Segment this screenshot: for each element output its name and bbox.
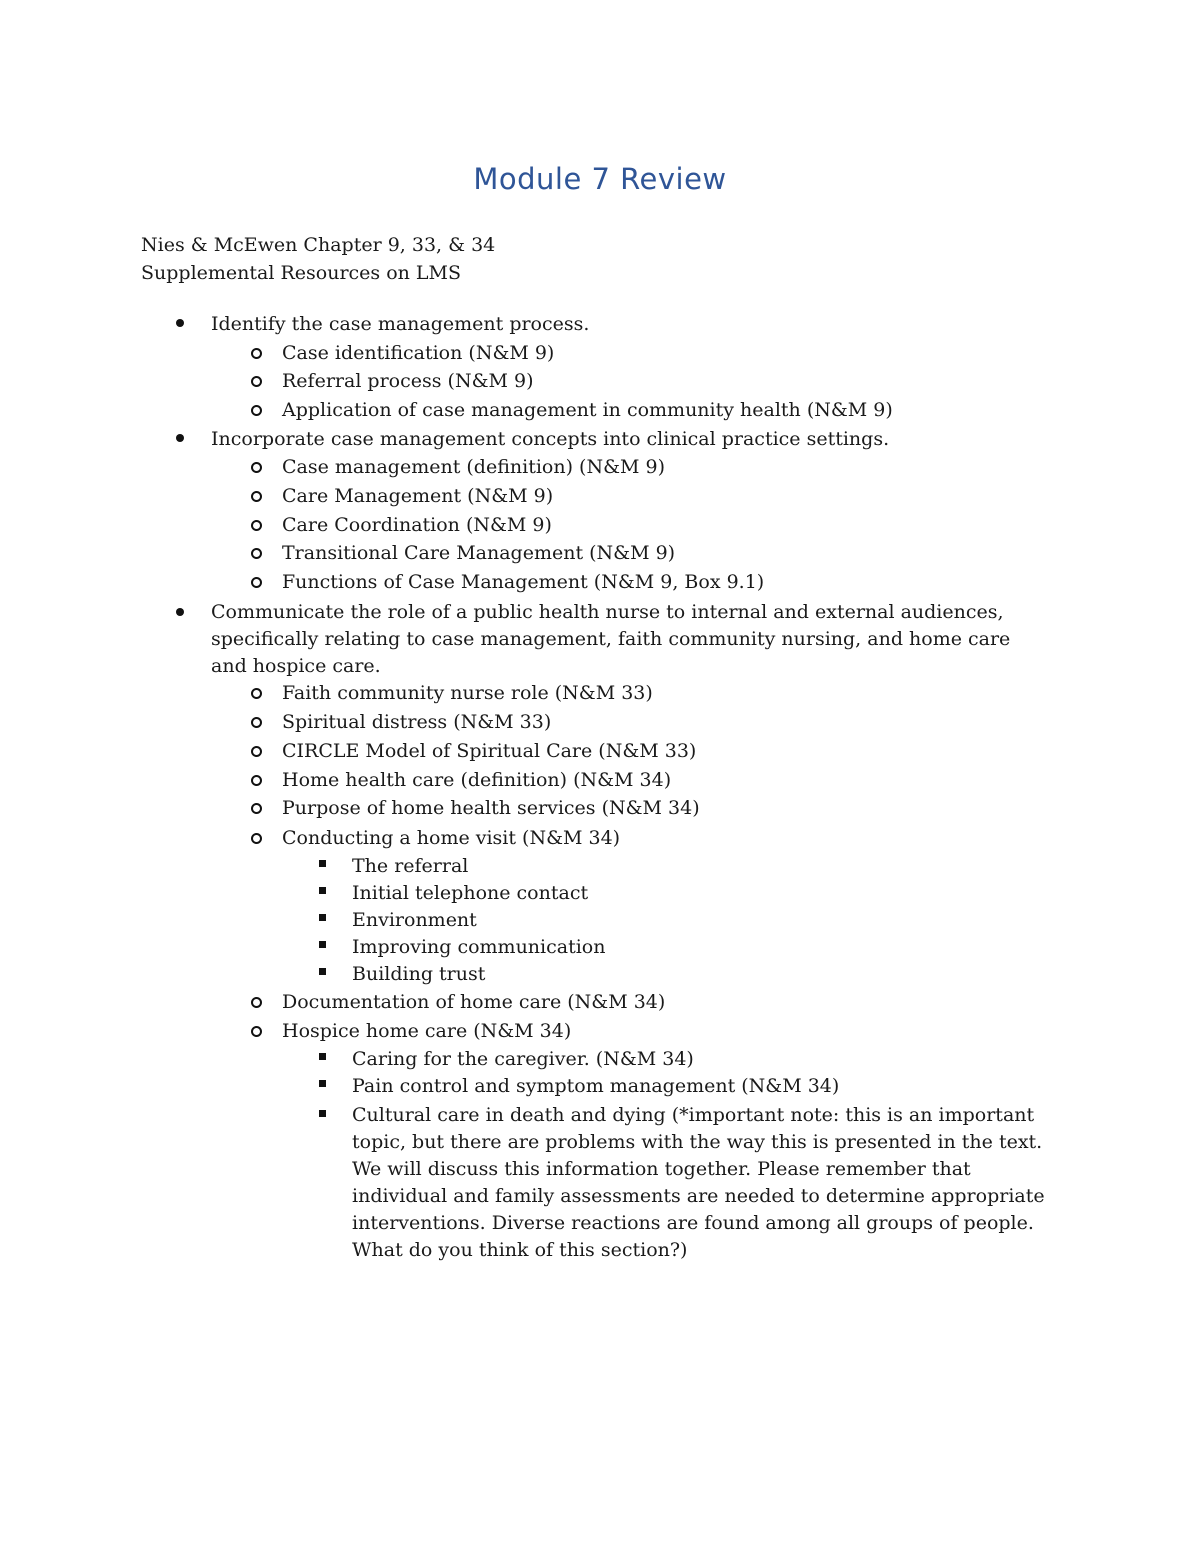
references bbox=[141, 231, 495, 287]
outline-item-level2 bbox=[282, 542, 675, 564]
outline-item-level2 bbox=[282, 1020, 571, 1042]
outline-item-text: Communicate the role of a public health nurse to internal and external audiences, specifically relating to case management, faith community nursing, and home care and hospice care. bbox=[211, 601, 1011, 677]
outline-item-level2 bbox=[282, 370, 534, 392]
circle-bullet-icon bbox=[251, 462, 262, 473]
outline-item-text: Documentation of home care (N&M 34) bbox=[282, 991, 666, 1013]
outline-item-level2 bbox=[282, 682, 653, 704]
circle-bullet-icon bbox=[251, 833, 262, 844]
disc-bullet-icon bbox=[176, 608, 184, 616]
outline-item-text: CIRCLE Model of Spiritual Care (N&M 33) bbox=[282, 740, 697, 762]
outline-item-level3 bbox=[352, 936, 605, 958]
square-bullet-icon bbox=[319, 914, 326, 921]
outline-item-level3 bbox=[352, 855, 468, 877]
outline-item-level2 bbox=[282, 456, 665, 478]
page-title: Module 7 Review bbox=[473, 162, 727, 196]
outline-item-text: Purpose of home health services (N&M 34) bbox=[282, 797, 700, 819]
outline-item-level2 bbox=[282, 769, 671, 791]
outline-item-level3 bbox=[352, 882, 588, 904]
reference-line: Nies & McEwen Chapter 9, 33, & 34 bbox=[141, 234, 496, 256]
circle-bullet-icon bbox=[251, 688, 262, 699]
outline-item-text: Transitional Care Management (N&M 9) bbox=[282, 542, 676, 564]
disc-bullet-icon bbox=[176, 434, 184, 442]
reference-line: Supplemental Resources on LMS bbox=[141, 262, 462, 284]
square-bullet-icon bbox=[319, 860, 326, 867]
outline-item-level3 bbox=[352, 963, 485, 985]
outline-item-level2 bbox=[282, 399, 893, 421]
outline-item-level2 bbox=[282, 571, 764, 593]
disc-bullet-icon bbox=[176, 319, 184, 327]
outline-item-level3 bbox=[352, 1102, 1064, 1264]
outline-item-level2 bbox=[282, 342, 554, 364]
outline-item-text: Improving communication bbox=[352, 936, 606, 958]
outline-item-level3 bbox=[352, 1075, 839, 1097]
outline-item-level3 bbox=[352, 1048, 694, 1070]
circle-bullet-icon bbox=[251, 746, 262, 757]
square-bullet-icon bbox=[319, 941, 326, 948]
outline-item-text: The referral bbox=[352, 855, 469, 877]
outline-item-text: Faith community nurse role (N&M 33) bbox=[282, 682, 653, 704]
outline-item-text: Cultural care in death and dying (*important note: this is an important topic, but there are problems with the way this is presented in the text. We will discuss this information together. Please remember that individual and family assessments are needed to determine appropriate interventions. Diverse reactions are found among all groups of people. What do you think of this section?) bbox=[352, 1104, 1045, 1261]
square-bullet-icon bbox=[319, 1053, 326, 1060]
circle-bullet-icon bbox=[251, 997, 262, 1008]
outline-item-text: Building trust bbox=[352, 963, 486, 985]
circle-bullet-icon bbox=[251, 775, 262, 786]
outline-item-text: Case management (definition) (N&M 9) bbox=[282, 456, 665, 478]
outline-item-text: Pain control and symptom management (N&M 34) bbox=[352, 1075, 840, 1097]
square-bullet-icon bbox=[319, 1110, 326, 1117]
outline-item-text: Initial telephone contact bbox=[352, 882, 589, 904]
outline-item-level2 bbox=[282, 485, 553, 507]
outline-item-text: Care Management (N&M 9) bbox=[282, 485, 554, 507]
square-bullet-icon bbox=[319, 887, 326, 894]
circle-bullet-icon bbox=[251, 1026, 262, 1037]
outline-item-level2 bbox=[282, 827, 620, 849]
outline-item-level2 bbox=[282, 740, 696, 762]
outline-item-text: Identify the case management process. bbox=[211, 313, 590, 335]
outline-item-text: Care Coordination (N&M 9) bbox=[282, 514, 552, 536]
circle-bullet-icon bbox=[251, 717, 262, 728]
circle-bullet-icon bbox=[251, 520, 262, 531]
square-bullet-icon bbox=[319, 1080, 326, 1087]
outline-item-level1 bbox=[211, 313, 589, 335]
circle-bullet-icon bbox=[251, 348, 262, 359]
outline-item-text: Home health care (definition) (N&M 34) bbox=[282, 769, 672, 791]
outline-item-text: Hospice home care (N&M 34) bbox=[282, 1020, 572, 1042]
outline-item-text: Functions of Case Management (N&M 9, Box 9.1) bbox=[282, 571, 765, 593]
circle-bullet-icon bbox=[251, 376, 262, 387]
outline-item-level2 bbox=[282, 514, 552, 536]
outline-item-text: Referral process (N&M 9) bbox=[282, 370, 534, 392]
outline-item-text: Caring for the caregiver. (N&M 34) bbox=[352, 1048, 694, 1070]
outline-item-text: Case identification (N&M 9) bbox=[282, 342, 555, 364]
outline-item-level2 bbox=[282, 711, 551, 733]
outline-item-level1 bbox=[211, 599, 1051, 680]
outline-item-text: Spiritual distress (N&M 33) bbox=[282, 711, 552, 733]
outline-item-level3 bbox=[352, 909, 477, 931]
outline-item-text: Environment bbox=[352, 909, 477, 931]
outline-item-level1 bbox=[211, 428, 889, 450]
square-bullet-icon bbox=[319, 968, 326, 975]
outline-item-text: Incorporate case management concepts into clinical practice settings. bbox=[211, 428, 890, 450]
outline-item-text: Conducting a home visit (N&M 34) bbox=[282, 827, 621, 849]
outline-item-level2 bbox=[282, 797, 700, 819]
circle-bullet-icon bbox=[251, 405, 262, 416]
circle-bullet-icon bbox=[251, 803, 262, 814]
circle-bullet-icon bbox=[251, 577, 262, 588]
outline-item-level2 bbox=[282, 991, 665, 1013]
outline-item-text: Application of case management in community health (N&M 9) bbox=[282, 399, 893, 421]
circle-bullet-icon bbox=[251, 548, 262, 559]
circle-bullet-icon bbox=[251, 491, 262, 502]
